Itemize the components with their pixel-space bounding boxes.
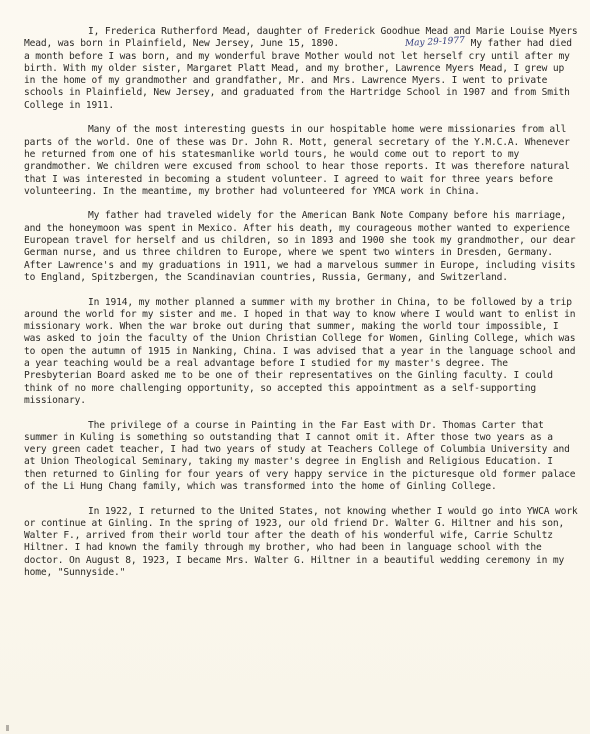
- handwritten-date: May 29-1977: [404, 36, 466, 50]
- paragraph-3: My father had traveled widely for the American Bank Note Company before his marriage, and the honeymoon was spent in Mexico. After his death, my courageous mother wanted to experience European travel for herself and us children, so in 1893 and 1900 she took my grandmother, our dear German nurse, and us three children to Europe, where we spent two winters in Dresden, Germany. After Lawrence's and my graduations in 1911, we had a marvelous summer in Europe, including visits to England, Spitzbergen, the Scandinavian countries, Russia, Germany, and Switzerland.: [24, 210, 576, 283]
- paragraph-2: Many of the most interesting guests in our hospitable home were missionaries from all parts of the world. One of these was Dr. John R. Mott, general secretary of the Y.M.C.A. Whenever he returned from one of his statesmanlike world tours, he would come out to report to my grandmother. We children were excused from school to hear those reports. It was therefore natural that I was interested in becoming a student volunteer. I agreed to wait for three years before volunteering. In the meantime, my brother had volunteered for YMCA work in China.: [24, 124, 570, 197]
- paragraph-5: The privilege of a course in Painting in the Far East with Dr. Thomas Carter that summer in Kuling is something so outstanding that I cannot omit it. After those two years as a very green cadet teacher, I had two years of study at Teachers College of Columbia University and at Union Theological Seminary, taking my master's degree in English and Religious Education. I then returned to Ginling for four years of very happy service in the picturesque old former palace of the Li Hung Chang family, which was transformed into the home of Ginling College.: [24, 419, 576, 492]
- paragraph-6: In 1922, I returned to the United States, not knowing whether I would go into YWCA work or continue at Ginling. In the spring of 1923, our old friend Dr. Walter G. Hiltner and his son, Walter F., arrived from their world tour after the death of his wonderful wife, Carrie Schultz Hiltner. I had known the family through my brother, who had been in language school with the doctor. On August 8, 1923, I became Mrs. Walter G. Hiltner in a beautiful wedding ceremony in my home, "Sunnyside.": [24, 505, 578, 579]
- paragraph-1: [24, 26, 580, 112]
- paragraph-4: In 1914, my mother planned a summer with my brother in China, to be followed by a trip around the world for my sister and me. I hoped in that way to know where I would want to enlist in missionary work. When the war broke out during that summer, making the world tour impossible, I was asked to join the faculty of the Union Christian College for Women, Ginling College, which was to open the autumn of 1915 in Nanking, China. I was advised that a year in the language school and a year teaching would be a real advantage before I studied for my master's degree. The Presbyterian Board asked me to be one of their representatives on the Ginling faculty. I could think of no more challenging opportunity, so accepted this appointment as a self-supporting missionary.: [24, 296, 576, 406]
- paragraph-1-text: I, Frederica Rutherford Mead, daughter of Frederick Goodhue Mead and Marie Louise Myers Mead, was born in Plainfield, New Jersey, June 15, 1890.: [24, 26, 578, 50]
- margin-mark: [6, 725, 9, 731]
- paragraph-1-continued: My father had died a month before I was born, and my wonderful brave Mother would not let herself cry until after my birth. With my older sister, Margaret Platt Mead, and my brother, Lawrence Myers Mead, I grew up in the home of my grandmother and grandfather, Mr. and Mrs. Lawrence Myers. I went to private schools in Plainfield, New Jersey, and graduated from the Hartridge School in 1907 and from Smith College in 1911.: [24, 38, 572, 111]
